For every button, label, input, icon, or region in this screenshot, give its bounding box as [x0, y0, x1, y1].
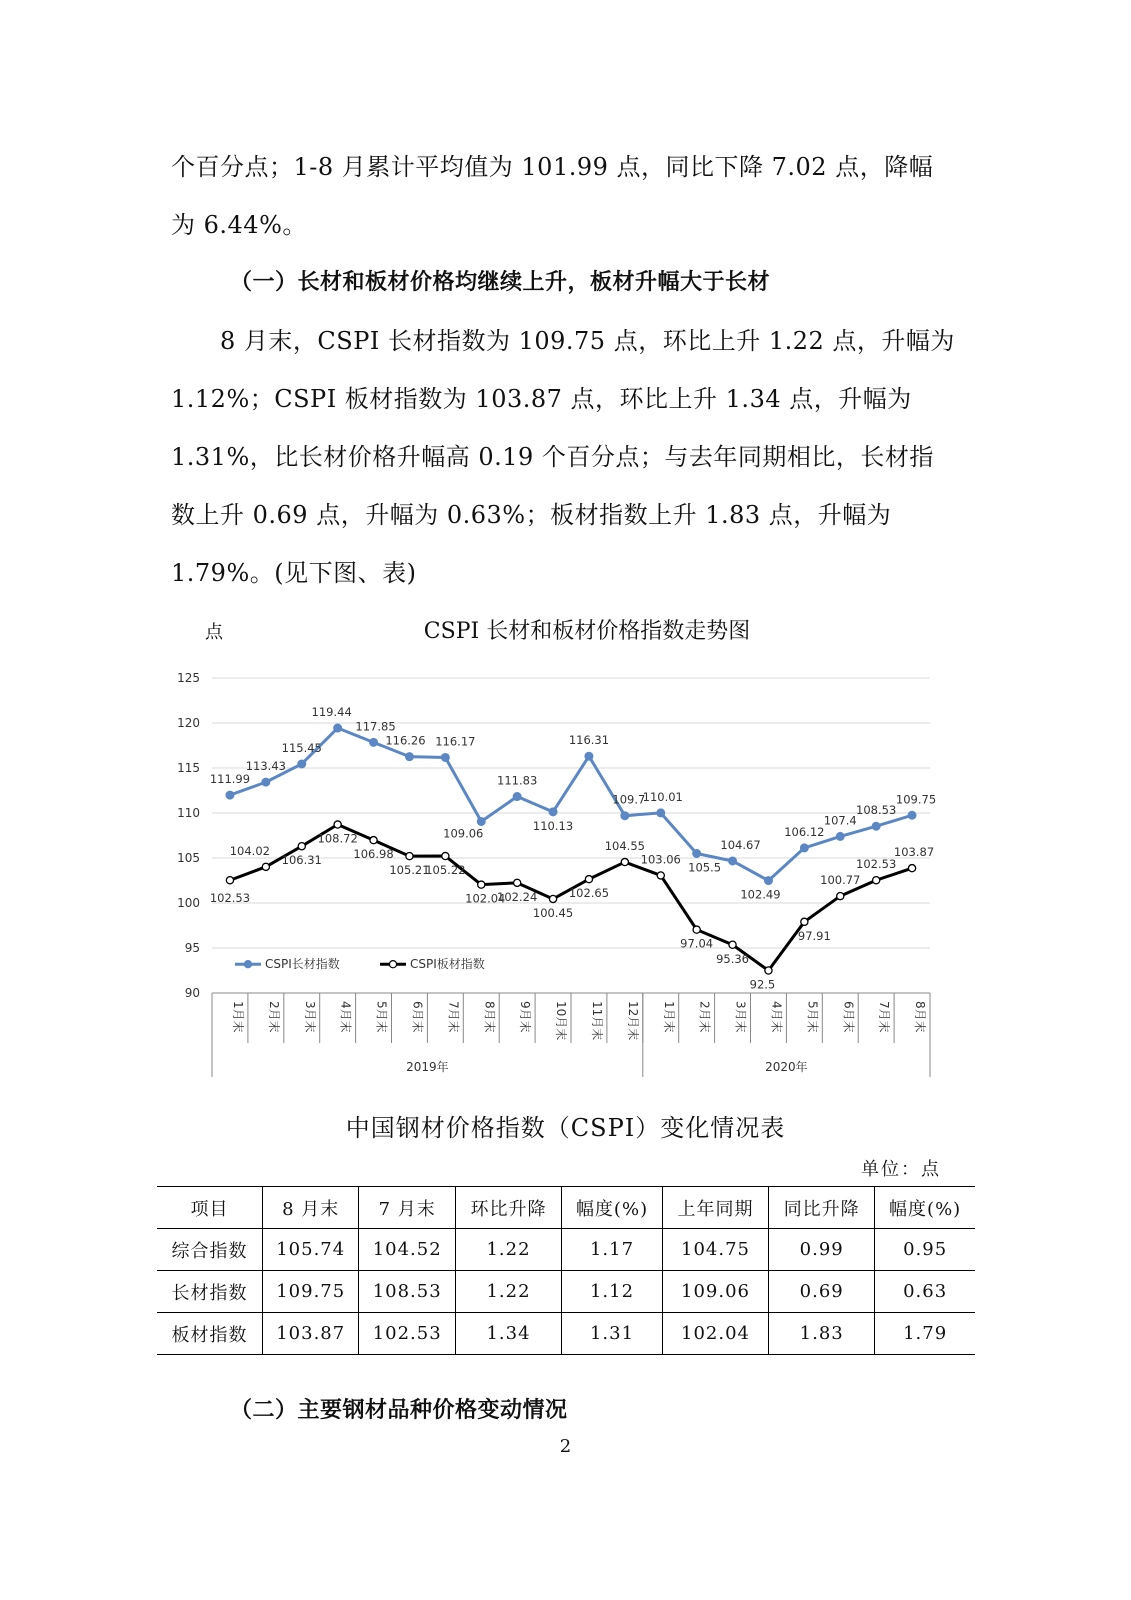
x-tick-label: 4月末 [769, 1001, 784, 1033]
table-cell: 1.17 [562, 1229, 663, 1271]
paragraph-line: 1.79%。(见下图、表) [171, 559, 417, 587]
x-tick-label: 8月末 [482, 1001, 497, 1033]
cspi-table [157, 1186, 975, 1355]
data-point [693, 926, 700, 933]
data-point [370, 738, 378, 746]
chart-title: CSPI 长材和板材价格指数走势图 [423, 619, 751, 644]
data-point [262, 863, 269, 870]
paragraph-line: 1.12%；CSPI 板材指数为 103.87 点，环比上升 1.34 点，升幅为 [171, 385, 912, 413]
data-label: 97.04 [680, 936, 714, 951]
table-cell: 0.69 [769, 1271, 875, 1313]
x-tick-label: 8月末 [913, 1001, 928, 1033]
data-point [262, 778, 270, 786]
data-point [729, 941, 736, 948]
x-tick-label: 1月末 [661, 1001, 676, 1033]
data-label: 116.31 [568, 733, 610, 748]
paragraph-line: 个百分点；1-8 月累计平均值为 101.99 点，同比下降 7.02 点，降幅 [171, 153, 934, 181]
legend-label: CSPI板材指数 [410, 957, 485, 972]
data-point [801, 918, 808, 925]
data-point [406, 853, 413, 860]
group-label: 2020年 [765, 1060, 808, 1074]
data-point [657, 809, 665, 817]
x-tick-label: 9月末 [518, 1001, 533, 1033]
data-point [693, 850, 701, 858]
section-heading: （一）长材和板材价格均继续上升，板材升幅大于长材 [230, 270, 771, 295]
data-point [549, 808, 557, 816]
data-point [800, 844, 808, 852]
data-point [405, 753, 413, 761]
data-label: 106.12 [784, 824, 825, 839]
data-label: 106.98 [353, 847, 394, 862]
paragraph-line: 数上升 0.69 点，升幅为 0.63%；板材指数上升 1.83 点，升幅为 [171, 501, 892, 529]
table-cell: 1.34 [455, 1313, 561, 1355]
data-label: 115.45 [281, 740, 322, 755]
data-label: 97.91 [797, 928, 831, 943]
table-cell: 1.22 [455, 1229, 561, 1271]
table-header-cell: 同比升降 [769, 1187, 875, 1229]
data-label: 92.5 [749, 977, 776, 992]
data-point [298, 760, 306, 768]
table-cell: 0.63 [875, 1271, 975, 1313]
x-tick-label: 5月末 [374, 1001, 389, 1033]
data-label: 116.26 [385, 733, 426, 748]
data-label: 104.02 [229, 843, 270, 858]
x-tick-label: 11月末 [589, 1001, 604, 1041]
x-tick-label: 2月末 [266, 1001, 281, 1033]
data-point [513, 793, 521, 801]
table-header-row [157, 1187, 975, 1229]
data-label: 111.83 [497, 773, 538, 788]
table-cell: 0.99 [769, 1229, 875, 1271]
data-label: 102.65 [568, 886, 610, 901]
table-cell: 109.75 [262, 1271, 358, 1313]
data-point [872, 822, 880, 830]
x-tick-label: 10月末 [554, 1001, 569, 1041]
data-point [334, 821, 341, 828]
data-label: 110.13 [532, 818, 574, 833]
data-point [477, 817, 485, 825]
x-tick-label: 4月末 [338, 1001, 353, 1033]
table-row [157, 1313, 975, 1355]
table-header-cell: 8 月末 [262, 1187, 358, 1229]
y-tick-label: 100 [177, 896, 200, 910]
paragraph-line: 为 6.44%。 [171, 211, 307, 239]
data-label: 116.17 [435, 734, 476, 749]
legend-marker [244, 961, 251, 968]
data-point [837, 892, 844, 899]
table-cell: 1.12 [562, 1271, 663, 1313]
table-cell: 105.74 [262, 1229, 358, 1271]
table-cell: 综合指数 [171, 1240, 248, 1262]
data-point [621, 858, 628, 865]
data-point [908, 811, 916, 819]
table-title: 中国钢材价格指数（CSPI）变化情况表 [345, 1114, 786, 1142]
table-cell: 104.52 [359, 1229, 455, 1271]
data-label: 109.06 [443, 826, 484, 841]
data-point [298, 843, 305, 850]
data-point [585, 876, 592, 883]
table-header-cell: 幅度(%) [562, 1187, 663, 1229]
y-tick-label: 125 [177, 671, 200, 685]
data-point [836, 832, 844, 840]
data-label: 102.53 [856, 857, 897, 872]
x-tick-label: 5月末 [805, 1001, 820, 1033]
data-label: 100.45 [532, 905, 574, 920]
table-cell: 1.31 [562, 1313, 663, 1355]
table-cell: 1.22 [455, 1271, 561, 1313]
data-label: 111.99 [209, 772, 251, 787]
table-cell: 0.95 [875, 1229, 975, 1271]
data-point [226, 791, 234, 799]
table-cell: 102.04 [662, 1313, 768, 1355]
x-tick-label: 1月末 [230, 1001, 245, 1033]
data-point [657, 872, 664, 879]
data-label: 104.67 [720, 837, 761, 852]
table-cell: 1.83 [769, 1313, 875, 1355]
legend-label: CSPI长材指数 [265, 957, 340, 972]
data-label: 105.21 [389, 863, 430, 878]
section-heading: （二）主要钢材品种价格变动情况 [230, 1398, 568, 1423]
table-cell: 104.75 [662, 1229, 768, 1271]
table-header-cell: 上年同期 [662, 1187, 768, 1229]
paragraph-line: 8 月末，CSPI 长材指数为 109.75 点，环比上升 1.22 点，升幅为 [220, 327, 955, 355]
y-tick-label: 95 [184, 941, 200, 955]
data-point [478, 881, 485, 888]
data-point [549, 895, 556, 902]
page-number: 2 [559, 1436, 572, 1457]
data-point [442, 852, 449, 859]
y-tick-label: 120 [177, 716, 200, 730]
data-point [441, 753, 449, 761]
x-tick-label: 6月末 [410, 1001, 425, 1033]
x-tick-label: 3月末 [733, 1001, 748, 1033]
table-header-cell: 7 月末 [359, 1187, 455, 1229]
data-label: 102.04 [465, 891, 506, 906]
legend-marker [389, 961, 396, 968]
group-label: 2019年 [406, 1060, 449, 1074]
data-label: 108.72 [317, 831, 358, 846]
table-cell: 板材指数 [171, 1324, 248, 1346]
table-header-cell: 环比升降 [455, 1187, 561, 1229]
x-tick-label: 12月末 [625, 1001, 640, 1041]
data-label: 108.53 [856, 803, 897, 818]
table-cell: 1.79 [875, 1313, 975, 1355]
data-point [585, 752, 593, 760]
y-tick-label: 115 [177, 761, 200, 775]
y-tick-label: 110 [177, 806, 200, 820]
data-point [514, 879, 521, 886]
table-cell: 109.06 [662, 1271, 768, 1313]
data-label: 105.22 [425, 863, 466, 878]
data-point [334, 724, 342, 732]
data-point [621, 812, 629, 820]
data-point [226, 877, 233, 884]
table-header-cell: 幅度(%) [875, 1187, 975, 1229]
data-label: 102.53 [209, 891, 251, 906]
data-label: 100.77 [820, 873, 861, 888]
data-label: 105.5 [688, 860, 722, 875]
data-label: 106.31 [281, 853, 322, 868]
x-tick-label: 7月末 [877, 1001, 892, 1033]
x-tick-label: 6月末 [841, 1001, 856, 1033]
data-label: 109.7 [612, 792, 646, 807]
data-label: 110.01 [642, 789, 683, 804]
table-row [157, 1229, 975, 1271]
data-point [908, 865, 915, 872]
table-header-cell: 项目 [190, 1198, 229, 1220]
data-label: 107.4 [823, 813, 857, 828]
data-label: 117.85 [355, 719, 396, 734]
data-point [764, 877, 772, 885]
data-label: 103.87 [893, 845, 935, 860]
data-label: 104.55 [604, 839, 645, 854]
data-point [873, 877, 880, 884]
table-cell: 103.87 [262, 1313, 358, 1355]
x-tick-label: 2月末 [697, 1001, 712, 1033]
price-index-chart [165, 612, 965, 1082]
data-point [729, 857, 737, 865]
data-label: 102.24 [497, 889, 538, 904]
table-cell: 102.53 [359, 1313, 455, 1355]
y-tick-label: 105 [177, 851, 200, 865]
table-cell: 长材指数 [171, 1282, 248, 1304]
data-point [765, 967, 772, 974]
table-cell: 108.53 [359, 1271, 455, 1313]
chart-ylabel: 点 [205, 622, 223, 643]
paragraph-line: 1.31%，比长材价格升幅高 0.19 个百分点；与去年同期相比，长材指 [171, 443, 934, 471]
data-label: 119.44 [311, 705, 352, 720]
y-tick-label: 90 [184, 986, 200, 1000]
data-label: 102.49 [740, 887, 781, 902]
x-tick-label: 3月末 [302, 1001, 317, 1033]
data-label: 95.36 [716, 951, 750, 966]
data-label: 113.43 [245, 759, 286, 774]
x-tick-label: 7月末 [446, 1001, 461, 1033]
data-label: 103.06 [640, 852, 681, 867]
table-row [157, 1271, 975, 1313]
data-point [370, 837, 377, 844]
table-unit: 单位：点 [861, 1159, 941, 1180]
data-label: 109.75 [895, 792, 937, 807]
